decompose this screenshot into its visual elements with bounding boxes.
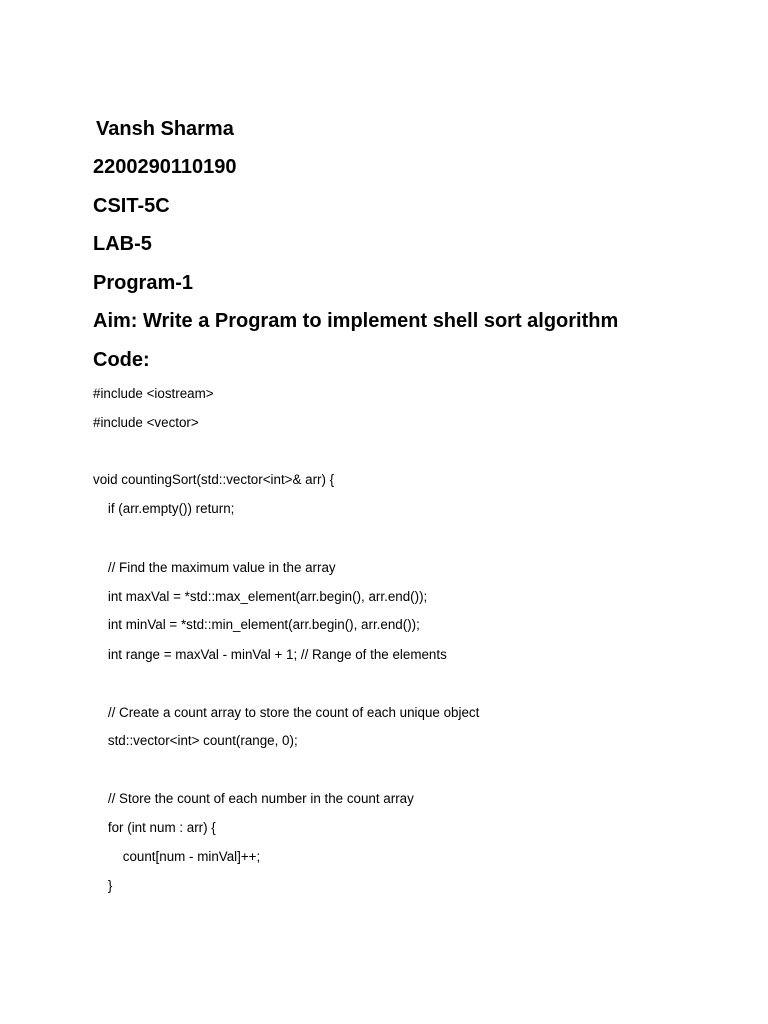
aim-statement: Aim: Write a Program to implement shell sort algorithm <box>93 310 619 332</box>
code-line: #include <iostream> <box>93 386 214 401</box>
lab-label: LAB-5 <box>93 233 152 255</box>
code-line: for (int num : arr) { <box>93 820 216 835</box>
code-line: int range = maxVal - minVal + 1; // Range of the elements <box>93 647 447 662</box>
code-line: if (arr.empty()) return; <box>93 501 235 516</box>
code-line: // Create a count array to store the count of each unique object <box>93 705 480 720</box>
program-label: Program-1 <box>93 272 194 294</box>
code-heading: Code: <box>93 349 150 371</box>
section-label: CSIT-5C <box>93 195 170 217</box>
roll-number: 2200290110190 <box>93 156 237 178</box>
code-line: #include <vector> <box>93 415 199 430</box>
code-line: int maxVal = *std::max_element(arr.begin(), arr.end()); <box>93 589 428 604</box>
code-line: // Store the count of each number in the count array <box>93 791 414 806</box>
code-line: count[num - minVal]++; <box>93 849 261 864</box>
code-line: int minVal = *std::min_element(arr.begin(), arr.end()); <box>93 617 420 632</box>
code-line: std::vector<int> count(range, 0); <box>93 733 298 748</box>
code-line: // Find the maximum value in the array <box>93 560 336 575</box>
author-name: Vansh Sharma <box>96 118 234 140</box>
code-line: } <box>93 878 113 893</box>
code-line: void countingSort(std::vector<int>& arr) { <box>93 472 335 487</box>
